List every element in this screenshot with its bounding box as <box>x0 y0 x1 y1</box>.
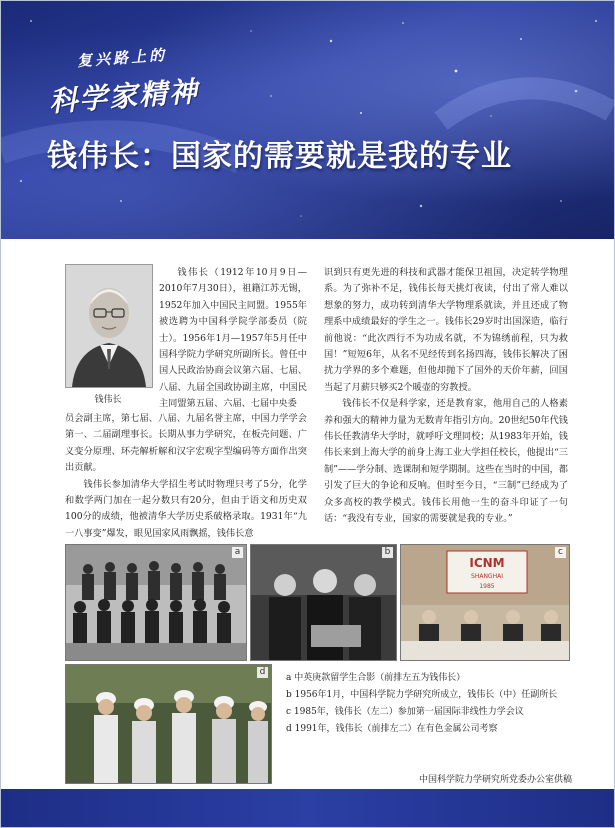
series-title-bottom: 科学家精神 <box>48 74 201 119</box>
paragraph: 识到只有更先进的科技和武器才能保卫祖国，决定转学物理系。为了弥补不足，钱伟长每天挑灯夜读，付出了常人难以想象的努力，成功转到清华大学物理系就读，并且还成了物理系中成绩最好的学生之一。钱伟长29岁时出国深造，临行前他说：“此次西行不为功成名就，不为锦绣前程，只为救国！”短短6年，从名不见经传到名扬四海，钱伟长解决了困扰力学界的多个难题，但他却抛下了国外的天价年薪，回国当起了月薪只够买2个暖壶的穷教授。 <box>324 267 568 393</box>
paragraph: 钱伟长不仅是科学家，还是教育家，他用自己的人格素养和强大的精神力量为无数青年指引方向。20世纪50年代钱伟长任教清华大学时，就呼吁文理同校；从1983年开始，钱伟长来到上海大学的前身上海工业大学担任校长，他提出“三制”——学分制、选课制和短学期制。这些在当时的中国，都引发了巨大的争论和反响。但时至今日，“三制”已经成为了众多高校的教学模式。钱伟长用他一生的奋斗印证了一句话：“我没有专业，国家的需要就是我的专业。” <box>324 398 568 525</box>
portrait-photo <box>65 264 153 388</box>
paragraph: 钱伟长（1912年10月9日—2010年7月30日），祖籍江苏无锡，1952年加入中国民主同盟。1955年被选聘为中国科学院学部委员（院士）。1956年1月—1957年5月任中国科学院力学研究所副所长。曾任中国人民政治协商会议第六届、七届、八届、九届全国政协副主席，中国民主同盟第五届、六届、七届中央委 <box>159 267 307 410</box>
portrait-illustration <box>66 265 152 387</box>
series-title-top: 复兴路上的 <box>76 45 168 71</box>
article-column-1-bottom <box>65 411 307 542</box>
photo-a-group <box>65 544 247 661</box>
photo-c-conference <box>400 544 570 661</box>
inspection-photo-illustration <box>66 665 271 783</box>
article-headline: 钱伟长：国家的需要就是我的专业 <box>47 139 512 174</box>
caption-b: b 1956年1月，中国科学院力学研究所成立，钱伟长（中）任副所长 <box>286 690 558 700</box>
photo-a-label: a <box>232 547 243 558</box>
portrait-caption: 钱伟长 <box>94 395 122 405</box>
paragraph: 员会副主席，第七届、八届、九届名誉主席，中国力学学会第一、二届副理事长。长期从事力学研究，在板壳问题、广义变分原理、环壳解析解和汉字宏观字型编码等方面作出突出贡献。 <box>65 413 307 474</box>
photo-d-inspection <box>65 664 272 784</box>
header-banner <box>1 1 615 239</box>
banner-text-2: SHANGHAI <box>471 573 503 580</box>
caption-c: c 1985年，钱伟长（左二）参加第一届国际非线性力学会议 <box>286 707 524 717</box>
photo-captions <box>286 670 576 738</box>
photo-d-label: d <box>257 667 268 678</box>
source-credit: 中国科学院力学研究所党委办公室供稿 <box>418 775 572 785</box>
article-column-2 <box>324 265 568 528</box>
banner-text-3: 1985 <box>479 583 495 590</box>
caption-d: d 1991年，钱伟长（前排左二）在有色金属公司考察 <box>286 724 498 734</box>
conference-photo-illustration <box>401 545 569 660</box>
paragraph: 钱伟长参加清华大学招生考试时物理只考了5分，化学和数学两门加在一起分数只有20分，但由于语文和历史双100分的成绩，他被清华大学历史系破格录取。1931年“九一八事变”爆发，眼见国家风雨飘摇，钱伟长意 <box>65 478 307 539</box>
institute-photo-illustration <box>251 545 396 660</box>
banner-text-1: ICNM <box>469 556 505 570</box>
photo-b-institute <box>250 544 397 661</box>
caption-a: a 中英庚款留学生合影（前排左五为钱伟长） <box>286 673 466 683</box>
series-title <box>49 45 239 125</box>
photo-c-label: c <box>555 547 566 558</box>
footer-bar <box>1 789 615 828</box>
photo-b-label: b <box>382 547 393 558</box>
group-photo-illustration <box>66 545 246 660</box>
article-column-1-top <box>159 265 307 413</box>
